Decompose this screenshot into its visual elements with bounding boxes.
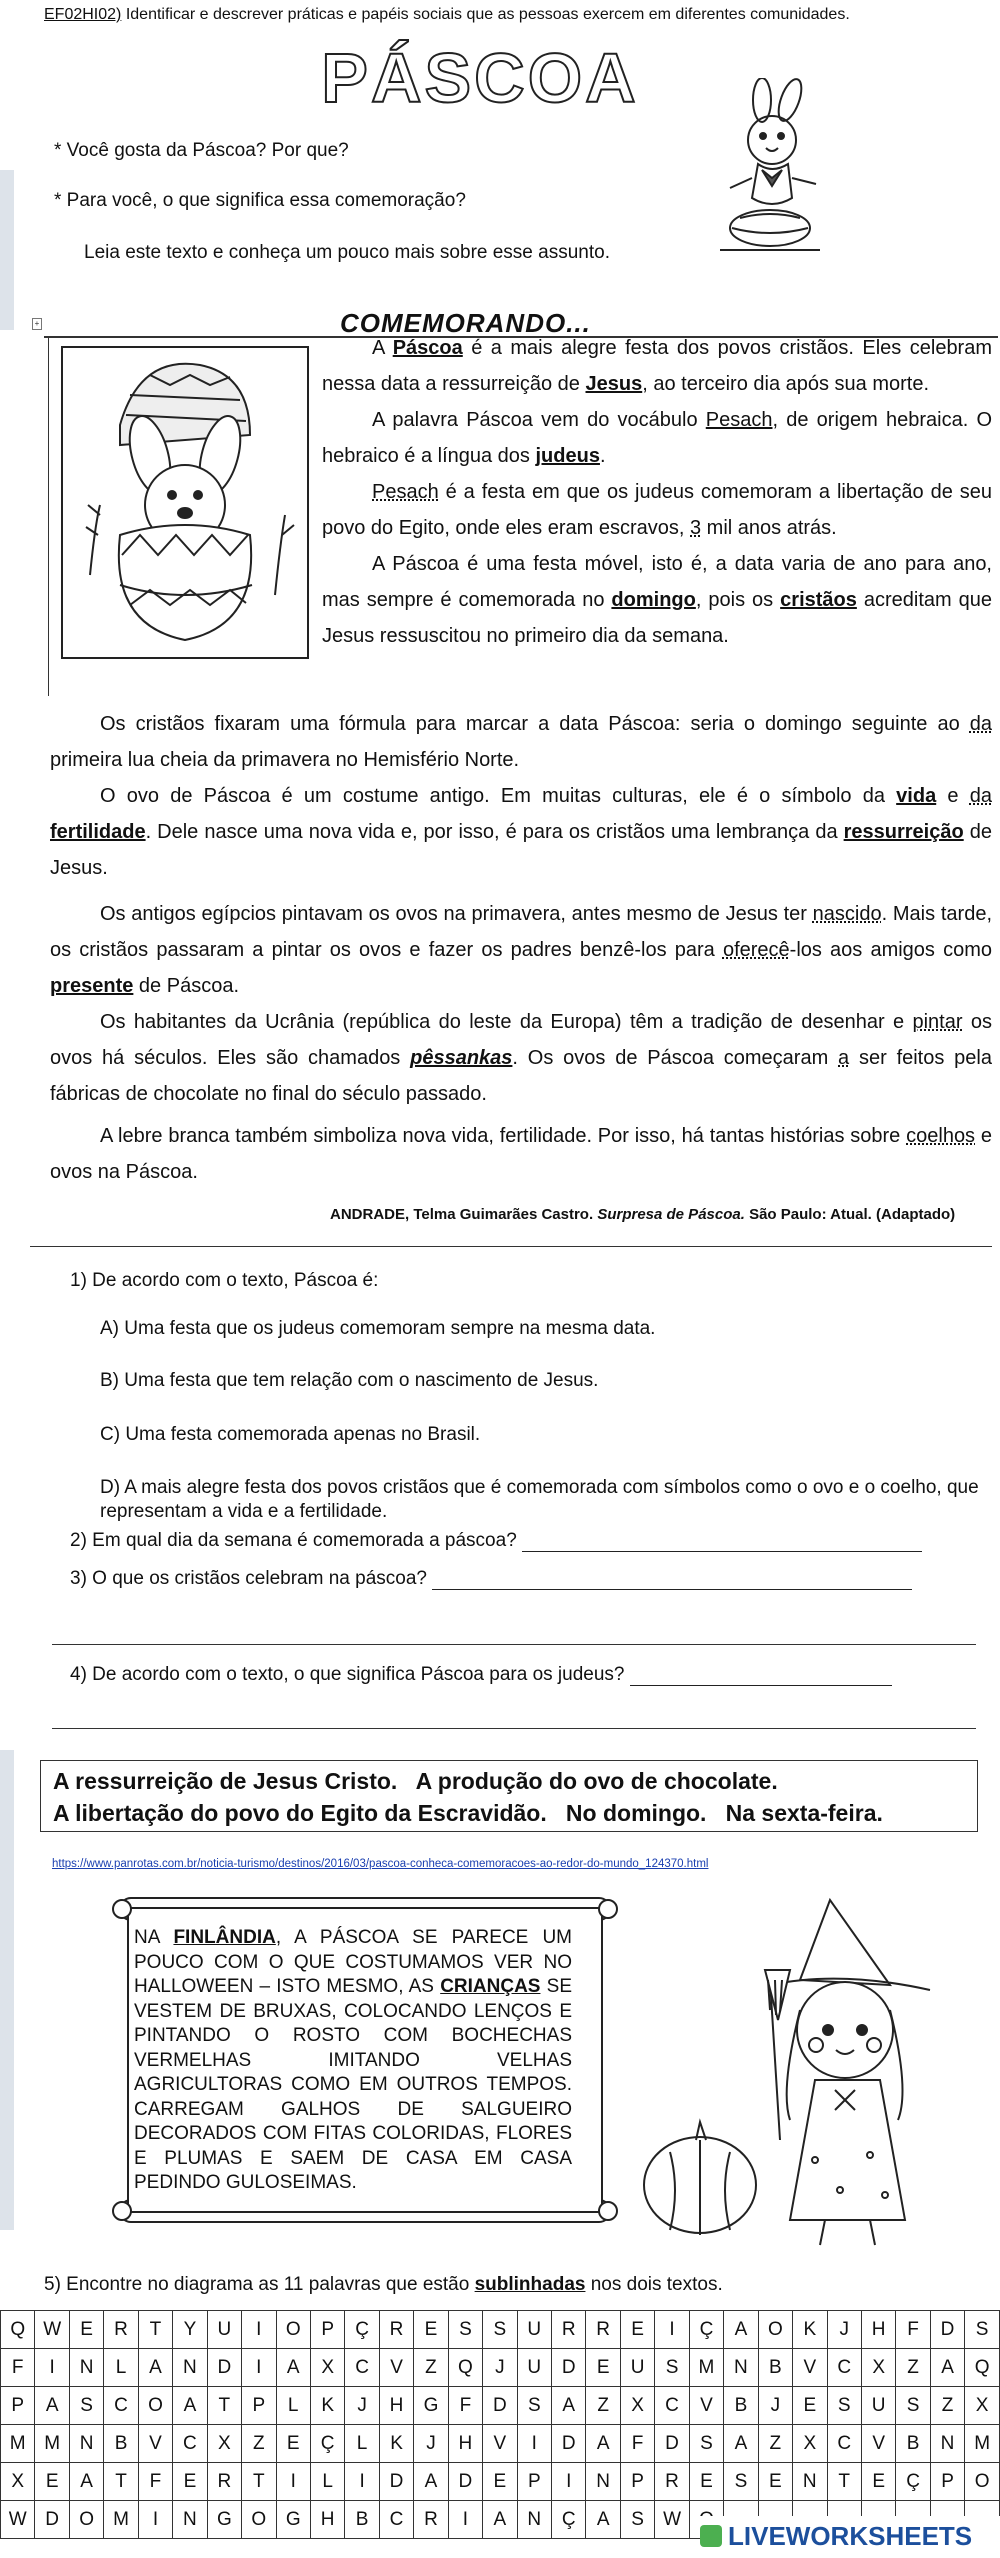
grid-cell[interactable]: Ç xyxy=(310,2425,344,2463)
question-1-option-c[interactable]: C) Uma festa comemorada apenas no Brasil. xyxy=(100,1424,481,1445)
grid-cell[interactable]: N xyxy=(69,2425,103,2463)
page-title: PÁSCOA xyxy=(321,39,639,117)
grid-cell[interactable]: E xyxy=(173,2463,207,2501)
grid-cell[interactable]: T xyxy=(138,2311,172,2349)
grid-cell[interactable]: H xyxy=(310,2501,344,2539)
grid-cell[interactable]: A xyxy=(35,2387,69,2425)
grid-cell[interactable]: J xyxy=(758,2387,792,2425)
grid-cell[interactable]: G xyxy=(414,2387,448,2425)
grid-cell[interactable]: R xyxy=(379,2311,413,2349)
paragraph-7: Os antigos egípcios pintavam os ovos na primavera, antes mesmo de Jesus ter nascido. Mais tarde, os cristãos passaram a pintar os ovos e fazer os padres benzê-los para oferecê-los aos amigos como presente de Páscoa. xyxy=(50,903,993,997)
paragraph-2: A palavra Páscoa vem do vocábulo Pesach, de origem hebraica. O hebraico é a língua dos judeus. xyxy=(322,409,993,467)
grid-cell[interactable]: D xyxy=(483,2387,517,2425)
grid-cell[interactable]: E xyxy=(586,2349,620,2387)
grid-cell[interactable]: F xyxy=(138,2463,172,2501)
grid-row xyxy=(1,2463,1000,2501)
question-3-answer-line-2[interactable] xyxy=(52,1644,976,1645)
grid-cell[interactable]: Z xyxy=(586,2387,620,2425)
grid-cell[interactable]: A xyxy=(483,2501,517,2539)
grid-cell[interactable]: A xyxy=(414,2463,448,2501)
grid-cell[interactable]: Z xyxy=(758,2425,792,2463)
grid-cell[interactable]: L xyxy=(104,2349,138,2387)
grid-cell[interactable]: R xyxy=(655,2463,689,2501)
grid-cell[interactable]: D xyxy=(35,2501,69,2539)
grid-cell[interactable]: D xyxy=(552,2425,586,2463)
grid-cell[interactable]: I xyxy=(242,2349,276,2387)
answer-option-libertacao[interactable]: A libertação do povo do Egito da Escravidão. xyxy=(53,1800,547,1826)
grid-cell[interactable]: J xyxy=(345,2387,379,2425)
paragraph-6: O ovo de Páscoa é um costume antigo. Em muitas culturas, ele é o símbolo da vida e da fertilidade. Dele nasce uma nova vida e, por isso, é para os cristãos uma lembrança da ressurreição de Jesus. xyxy=(50,785,992,879)
question-4-answer-line-2[interactable] xyxy=(52,1728,976,1729)
word-search-grid xyxy=(0,2310,1000,2539)
grid-cell[interactable]: V xyxy=(689,2387,723,2425)
grid-cell[interactable]: K xyxy=(379,2425,413,2463)
grid-cell[interactable]: A xyxy=(930,2349,964,2387)
grid-cell[interactable]: V xyxy=(483,2425,517,2463)
grid-cell[interactable]: O xyxy=(138,2387,172,2425)
grid-cell[interactable]: V xyxy=(379,2349,413,2387)
grid-cell[interactable]: S xyxy=(483,2311,517,2349)
grid-cell[interactable]: H xyxy=(861,2311,895,2349)
grid-cell[interactable]: P xyxy=(1,2387,35,2425)
grid-cell[interactable]: N xyxy=(793,2463,827,2501)
grid-cell[interactable]: X xyxy=(310,2349,344,2387)
grid-cell[interactable]: O xyxy=(242,2501,276,2539)
grid-cell[interactable]: O xyxy=(276,2311,310,2349)
grid-cell[interactable]: J xyxy=(414,2425,448,2463)
question-5: 5) Encontre no diagrama as 11 palavras que estão sublinhadas nos dois textos. xyxy=(44,2274,723,2295)
grid-row xyxy=(1,2387,1000,2425)
answer-option-sexta[interactable]: Na sexta-feira. xyxy=(725,1800,883,1826)
grid-cell[interactable]: I xyxy=(552,2463,586,2501)
grid-cell[interactable]: I xyxy=(276,2463,310,2501)
citation-divider xyxy=(30,1246,992,1247)
paragraph-9: A lebre branca também simboliza nova vida, fertilidade. Por isso, há tantas histórias sobre coelhos e ovos na Páscoa. xyxy=(50,1125,992,1183)
grid-cell[interactable]: E xyxy=(69,2311,103,2349)
grid-cell[interactable]: I xyxy=(448,2501,482,2539)
grid-cell[interactable]: Z xyxy=(414,2349,448,2387)
grid-cell[interactable]: S xyxy=(620,2501,654,2539)
grid-cell[interactable]: B xyxy=(724,2387,758,2425)
easter-bunny-illustration xyxy=(700,78,840,268)
grid-cell[interactable]: A xyxy=(724,2425,758,2463)
objective-text: Identificar e descrever práticas e papéis sociais que as pessoas exercem em diferentes comunidades. xyxy=(125,6,850,23)
grid-cell[interactable]: L xyxy=(276,2387,310,2425)
grid-cell[interactable]: K xyxy=(793,2311,827,2349)
grid-cell[interactable]: O xyxy=(69,2501,103,2539)
intro-text: Leia este texto e conheça um pouco mais sobre esse assunto. xyxy=(84,242,610,263)
grid-cell[interactable]: S xyxy=(689,2425,723,2463)
grid-cell[interactable]: B xyxy=(345,2501,379,2539)
side-bar-bottom xyxy=(0,1750,14,2230)
liveworksheets-logo-icon xyxy=(700,2525,722,2547)
grid-cell[interactable]: F xyxy=(896,2311,930,2349)
answer-option-producao[interactable]: A produção do ovo de chocolate. xyxy=(415,1768,778,1794)
grid-cell[interactable]: H xyxy=(448,2425,482,2463)
grid-cell[interactable]: C xyxy=(173,2425,207,2463)
paragraph-1: A Páscoa é a mais alegre festa dos povos cristãos. Eles celebram nessa data a ressurreição de Jesus, ao terceiro dia após sua morte. xyxy=(322,337,993,395)
grid-cell[interactable]: R xyxy=(414,2501,448,2539)
grid-cell[interactable]: Q xyxy=(1,2311,35,2349)
question-2-answer[interactable] xyxy=(522,1533,922,1552)
section-vertical-rule xyxy=(48,336,49,696)
question-1: 1) De acordo com o texto, Páscoa é: xyxy=(70,1270,379,1291)
grid-cell[interactable]: U xyxy=(861,2387,895,2425)
article-top xyxy=(322,330,992,654)
grid-cell[interactable]: A xyxy=(724,2311,758,2349)
grid-cell[interactable]: C xyxy=(827,2349,861,2387)
grid-cell[interactable]: N xyxy=(69,2349,103,2387)
grid-cell[interactable]: D xyxy=(207,2349,241,2387)
intro-question-2: * Para você, o que significa essa comemoração? xyxy=(54,190,466,211)
grid-cell[interactable]: P xyxy=(930,2463,964,2501)
grid-cell[interactable]: S xyxy=(827,2387,861,2425)
grid-cell[interactable]: D xyxy=(552,2349,586,2387)
question-4: 4) De acordo com o texto, o que significa Páscoa para os judeus? xyxy=(70,1664,892,1686)
grid-cell[interactable]: B xyxy=(896,2425,930,2463)
grid-cell[interactable]: S xyxy=(69,2387,103,2425)
objective-header xyxy=(44,6,974,24)
grid-cell[interactable]: X xyxy=(1,2463,35,2501)
grid-cell[interactable]: Q xyxy=(965,2349,1000,2387)
grid-cell[interactable]: L xyxy=(345,2425,379,2463)
grid-cell[interactable]: N xyxy=(173,2501,207,2539)
answer-option-ressurreicao[interactable]: A ressurreição de Jesus Cristo. xyxy=(53,1768,398,1794)
question-1-option-d[interactable]: D) A mais alegre festa dos povos cristãos que é comemorada com símbolos como o ovo e o coelho, que representam a vida e a fertilidade. xyxy=(100,1477,979,1522)
objective-code: EF02HI02) xyxy=(44,6,122,23)
grid-cell[interactable]: F xyxy=(1,2349,35,2387)
question-4-answer[interactable] xyxy=(630,1667,892,1686)
grid-cell[interactable]: H xyxy=(379,2387,413,2425)
grid-cell[interactable]: M xyxy=(689,2349,723,2387)
grid-cell[interactable]: D xyxy=(448,2463,482,2501)
grid-cell[interactable]: I xyxy=(242,2311,276,2349)
grid-cell[interactable]: M xyxy=(965,2425,1000,2463)
paragraph-4: A Páscoa é uma festa móvel, isto é, a data varia de ano para ano, mas sempre é comemorada no domingo, pois os cristãos acreditam que Jesus ressuscitou no primeiro dia da semana. xyxy=(322,553,993,647)
grid-cell[interactable]: T xyxy=(104,2463,138,2501)
grid-cell[interactable]: W xyxy=(1,2501,35,2539)
grid-cell[interactable]: E xyxy=(414,2311,448,2349)
grid-cell[interactable]: Z xyxy=(242,2425,276,2463)
grid-cell[interactable]: E xyxy=(620,2311,654,2349)
grid-cell[interactable]: A xyxy=(138,2349,172,2387)
grid-cell[interactable]: D xyxy=(379,2463,413,2501)
answer-option-domingo[interactable]: No domingo. xyxy=(565,1800,707,1826)
grid-cell[interactable]: I xyxy=(655,2311,689,2349)
grid-cell[interactable]: J xyxy=(827,2311,861,2349)
grid-cell[interactable]: S xyxy=(965,2311,1000,2349)
grid-cell[interactable]: I xyxy=(517,2425,551,2463)
grid-cell[interactable]: A xyxy=(276,2349,310,2387)
grid-cell[interactable]: W xyxy=(35,2311,69,2349)
grid-cell[interactable]: C xyxy=(827,2425,861,2463)
scroll-text: NA FINLÂNDIA, A PÁSCOA SE PARECE UM POUCO COM O QUE COSTUMAMOS VER NO HALLOWEEN – ISTO MESMO, AS CRIANÇAS SE VESTEM DE BRUXAS, COLOCANDO LENÇOS E PINTANDO O ROSTO COM BOCHECHAS VERMELHAS IMITANDO VELHAS AGRICULTORAS COMO EM OUTROS TEMPOS. CARREGAM GALHOS DE SALGUEIRO DECORADOS COM FITAS COLORIDAS, FLORES E PLUMAS E SAEM DE CASA EM CASA PEDINDO GULOSEIMAS. xyxy=(134,1927,573,2193)
grid-cell[interactable]: M xyxy=(104,2501,138,2539)
grid-cell[interactable]: S xyxy=(448,2311,482,2349)
grid-cell[interactable]: Ç xyxy=(345,2311,379,2349)
grid-cell[interactable]: E xyxy=(689,2463,723,2501)
grid-cell[interactable]: R xyxy=(104,2311,138,2349)
grid-cell[interactable]: D xyxy=(930,2311,964,2349)
intro-question-1: * Você gosta da Páscoa? Por que? xyxy=(54,140,349,161)
handle-icon[interactable]: + xyxy=(32,318,42,330)
grid-cell[interactable]: Z xyxy=(930,2387,964,2425)
paragraph-3: Pesach é a festa em que os judeus comemoram a libertação de seu povo do Egito, onde eles eram escravos, 3 mil anos atrás. xyxy=(322,481,992,539)
grid-cell[interactable]: S xyxy=(655,2349,689,2387)
grid-cell[interactable]: B xyxy=(104,2425,138,2463)
answer-options-box xyxy=(40,1760,978,1832)
grid-cell[interactable]: X xyxy=(965,2387,1000,2425)
grid-cell[interactable]: L xyxy=(310,2463,344,2501)
grid-cell[interactable]: D xyxy=(655,2425,689,2463)
grid-cell[interactable]: R xyxy=(207,2463,241,2501)
grid-cell[interactable]: A xyxy=(173,2387,207,2425)
grid-cell[interactable]: Y xyxy=(173,2311,207,2349)
grid-cell[interactable]: F xyxy=(620,2425,654,2463)
grid-cell[interactable]: Ç xyxy=(689,2311,723,2349)
grid-row xyxy=(1,2349,1000,2387)
grid-cell[interactable]: K xyxy=(310,2387,344,2425)
grid-cell[interactable]: X xyxy=(207,2425,241,2463)
grid-cell[interactable]: E xyxy=(35,2463,69,2501)
grid-cell[interactable]: V xyxy=(861,2425,895,2463)
grid-cell[interactable]: B xyxy=(758,2349,792,2387)
grid-cell[interactable]: C xyxy=(655,2387,689,2425)
grid-cell[interactable]: E xyxy=(758,2463,792,2501)
grid-cell[interactable]: E xyxy=(861,2463,895,2501)
grid-cell[interactable]: A xyxy=(586,2501,620,2539)
witch-illustration xyxy=(640,1890,980,2250)
source-link[interactable]: https://www.panrotas.com.br/noticia-turismo/destinos/2016/03/pascoa-conheca-comemoracoes-ao-redor-do-mundo_124370.html xyxy=(52,1858,709,1870)
section-title: COMEMORANDO... xyxy=(340,308,591,338)
grid-cell[interactable]: N xyxy=(930,2425,964,2463)
grid-cell[interactable]: Ç xyxy=(896,2463,930,2501)
grid-cell[interactable]: P xyxy=(242,2387,276,2425)
grid-row xyxy=(1,2425,1000,2463)
grid-cell[interactable]: N xyxy=(173,2349,207,2387)
grid-cell[interactable]: G xyxy=(207,2501,241,2539)
grid-cell[interactable]: V xyxy=(138,2425,172,2463)
grid-cell[interactable]: V xyxy=(793,2349,827,2387)
grid-cell[interactable]: C xyxy=(104,2387,138,2425)
grid-cell[interactable]: S xyxy=(724,2463,758,2501)
easter-egg-illustration xyxy=(60,345,310,660)
grid-cell[interactable]: C xyxy=(345,2349,379,2387)
question-2: 2) Em qual dia da semana é comemorada a páscoa? xyxy=(70,1530,922,1552)
grid-cell[interactable]: W xyxy=(655,2501,689,2539)
grid-cell[interactable]: E xyxy=(483,2463,517,2501)
grid-cell[interactable]: T xyxy=(242,2463,276,2501)
grid-cell[interactable]: U xyxy=(517,2311,551,2349)
grid-cell[interactable]: I xyxy=(138,2501,172,2539)
grid-cell[interactable]: I xyxy=(345,2463,379,2501)
grid-cell[interactable]: E xyxy=(276,2425,310,2463)
grid-cell[interactable]: O xyxy=(965,2463,1000,2501)
grid-cell[interactable]: R xyxy=(552,2311,586,2349)
grid-cell[interactable]: A xyxy=(586,2425,620,2463)
grid-cell[interactable]: U xyxy=(620,2349,654,2387)
question-1-option-a[interactable]: A) Uma festa que os judeus comemoram sempre na mesma data. xyxy=(100,1318,656,1339)
grid-cell[interactable]: G xyxy=(276,2501,310,2539)
grid-cell[interactable]: M xyxy=(1,2425,35,2463)
grid-cell[interactable]: U xyxy=(517,2349,551,2387)
grid-cell[interactable]: R xyxy=(586,2311,620,2349)
question-3-answer[interactable] xyxy=(432,1571,912,1590)
question-1-option-b[interactable]: B) Uma festa que tem relação com o nascimento de Jesus. xyxy=(100,1370,599,1391)
grid-cell[interactable]: T xyxy=(207,2387,241,2425)
grid-cell[interactable]: J xyxy=(483,2349,517,2387)
grid-cell[interactable]: A xyxy=(69,2463,103,2501)
grid-cell[interactable]: I xyxy=(35,2349,69,2387)
grid-cell[interactable]: S xyxy=(517,2387,551,2425)
paragraph-5: Os cristãos fixaram uma fórmula para marcar a data Páscoa: seria o domingo seguinte ao da primeira lua cheia da primavera no Hemisfério Norte. xyxy=(50,713,992,771)
grid-cell[interactable]: N xyxy=(517,2501,551,2539)
grid-cell[interactable]: Q xyxy=(448,2349,482,2387)
paragraph-8: Os habitantes da Ucrânia (república do leste da Europa) têm a tradição de desenhar e pintar os ovos há séculos. Eles são chamados pêssankas. Os ovos de Páscoa começaram a ser feitos pela fábricas de chocolate no final do século passado. xyxy=(50,1011,992,1105)
grid-cell[interactable]: A xyxy=(552,2387,586,2425)
question-3: 3) O que os cristãos celebram na páscoa? xyxy=(70,1568,912,1590)
grid-cell[interactable]: E xyxy=(793,2387,827,2425)
grid-cell[interactable]: N xyxy=(724,2349,758,2387)
grid-row xyxy=(1,2311,1000,2349)
grid-cell[interactable]: X xyxy=(861,2349,895,2387)
grid-cell[interactable]: P xyxy=(310,2311,344,2349)
grid-cell[interactable]: X xyxy=(620,2387,654,2425)
grid-cell[interactable]: S xyxy=(896,2387,930,2425)
grid-cell[interactable]: T xyxy=(827,2463,861,2501)
grid-cell[interactable]: C xyxy=(379,2501,413,2539)
liveworksheets-watermark: LIVEWORKSHEETS xyxy=(700,2516,1000,2556)
article-bottom xyxy=(50,706,992,1190)
grid-cell[interactable]: Z xyxy=(896,2349,930,2387)
grid-cell[interactable]: M xyxy=(35,2425,69,2463)
grid-cell[interactable]: Ç xyxy=(552,2501,586,2539)
grid-cell[interactable]: P xyxy=(517,2463,551,2501)
grid-cell[interactable]: F xyxy=(448,2387,482,2425)
grid-cell[interactable]: O xyxy=(758,2311,792,2349)
citation: ANDRADE, Telma Guimarães Castro. Surpresa de Páscoa. São Paulo: Atual. (Adaptado) xyxy=(330,1206,956,1223)
side-bar-top xyxy=(0,170,14,330)
grid-cell[interactable]: P xyxy=(620,2463,654,2501)
grid-cell[interactable]: U xyxy=(207,2311,241,2349)
grid-cell[interactable]: X xyxy=(793,2425,827,2463)
grid-cell[interactable]: N xyxy=(586,2463,620,2501)
